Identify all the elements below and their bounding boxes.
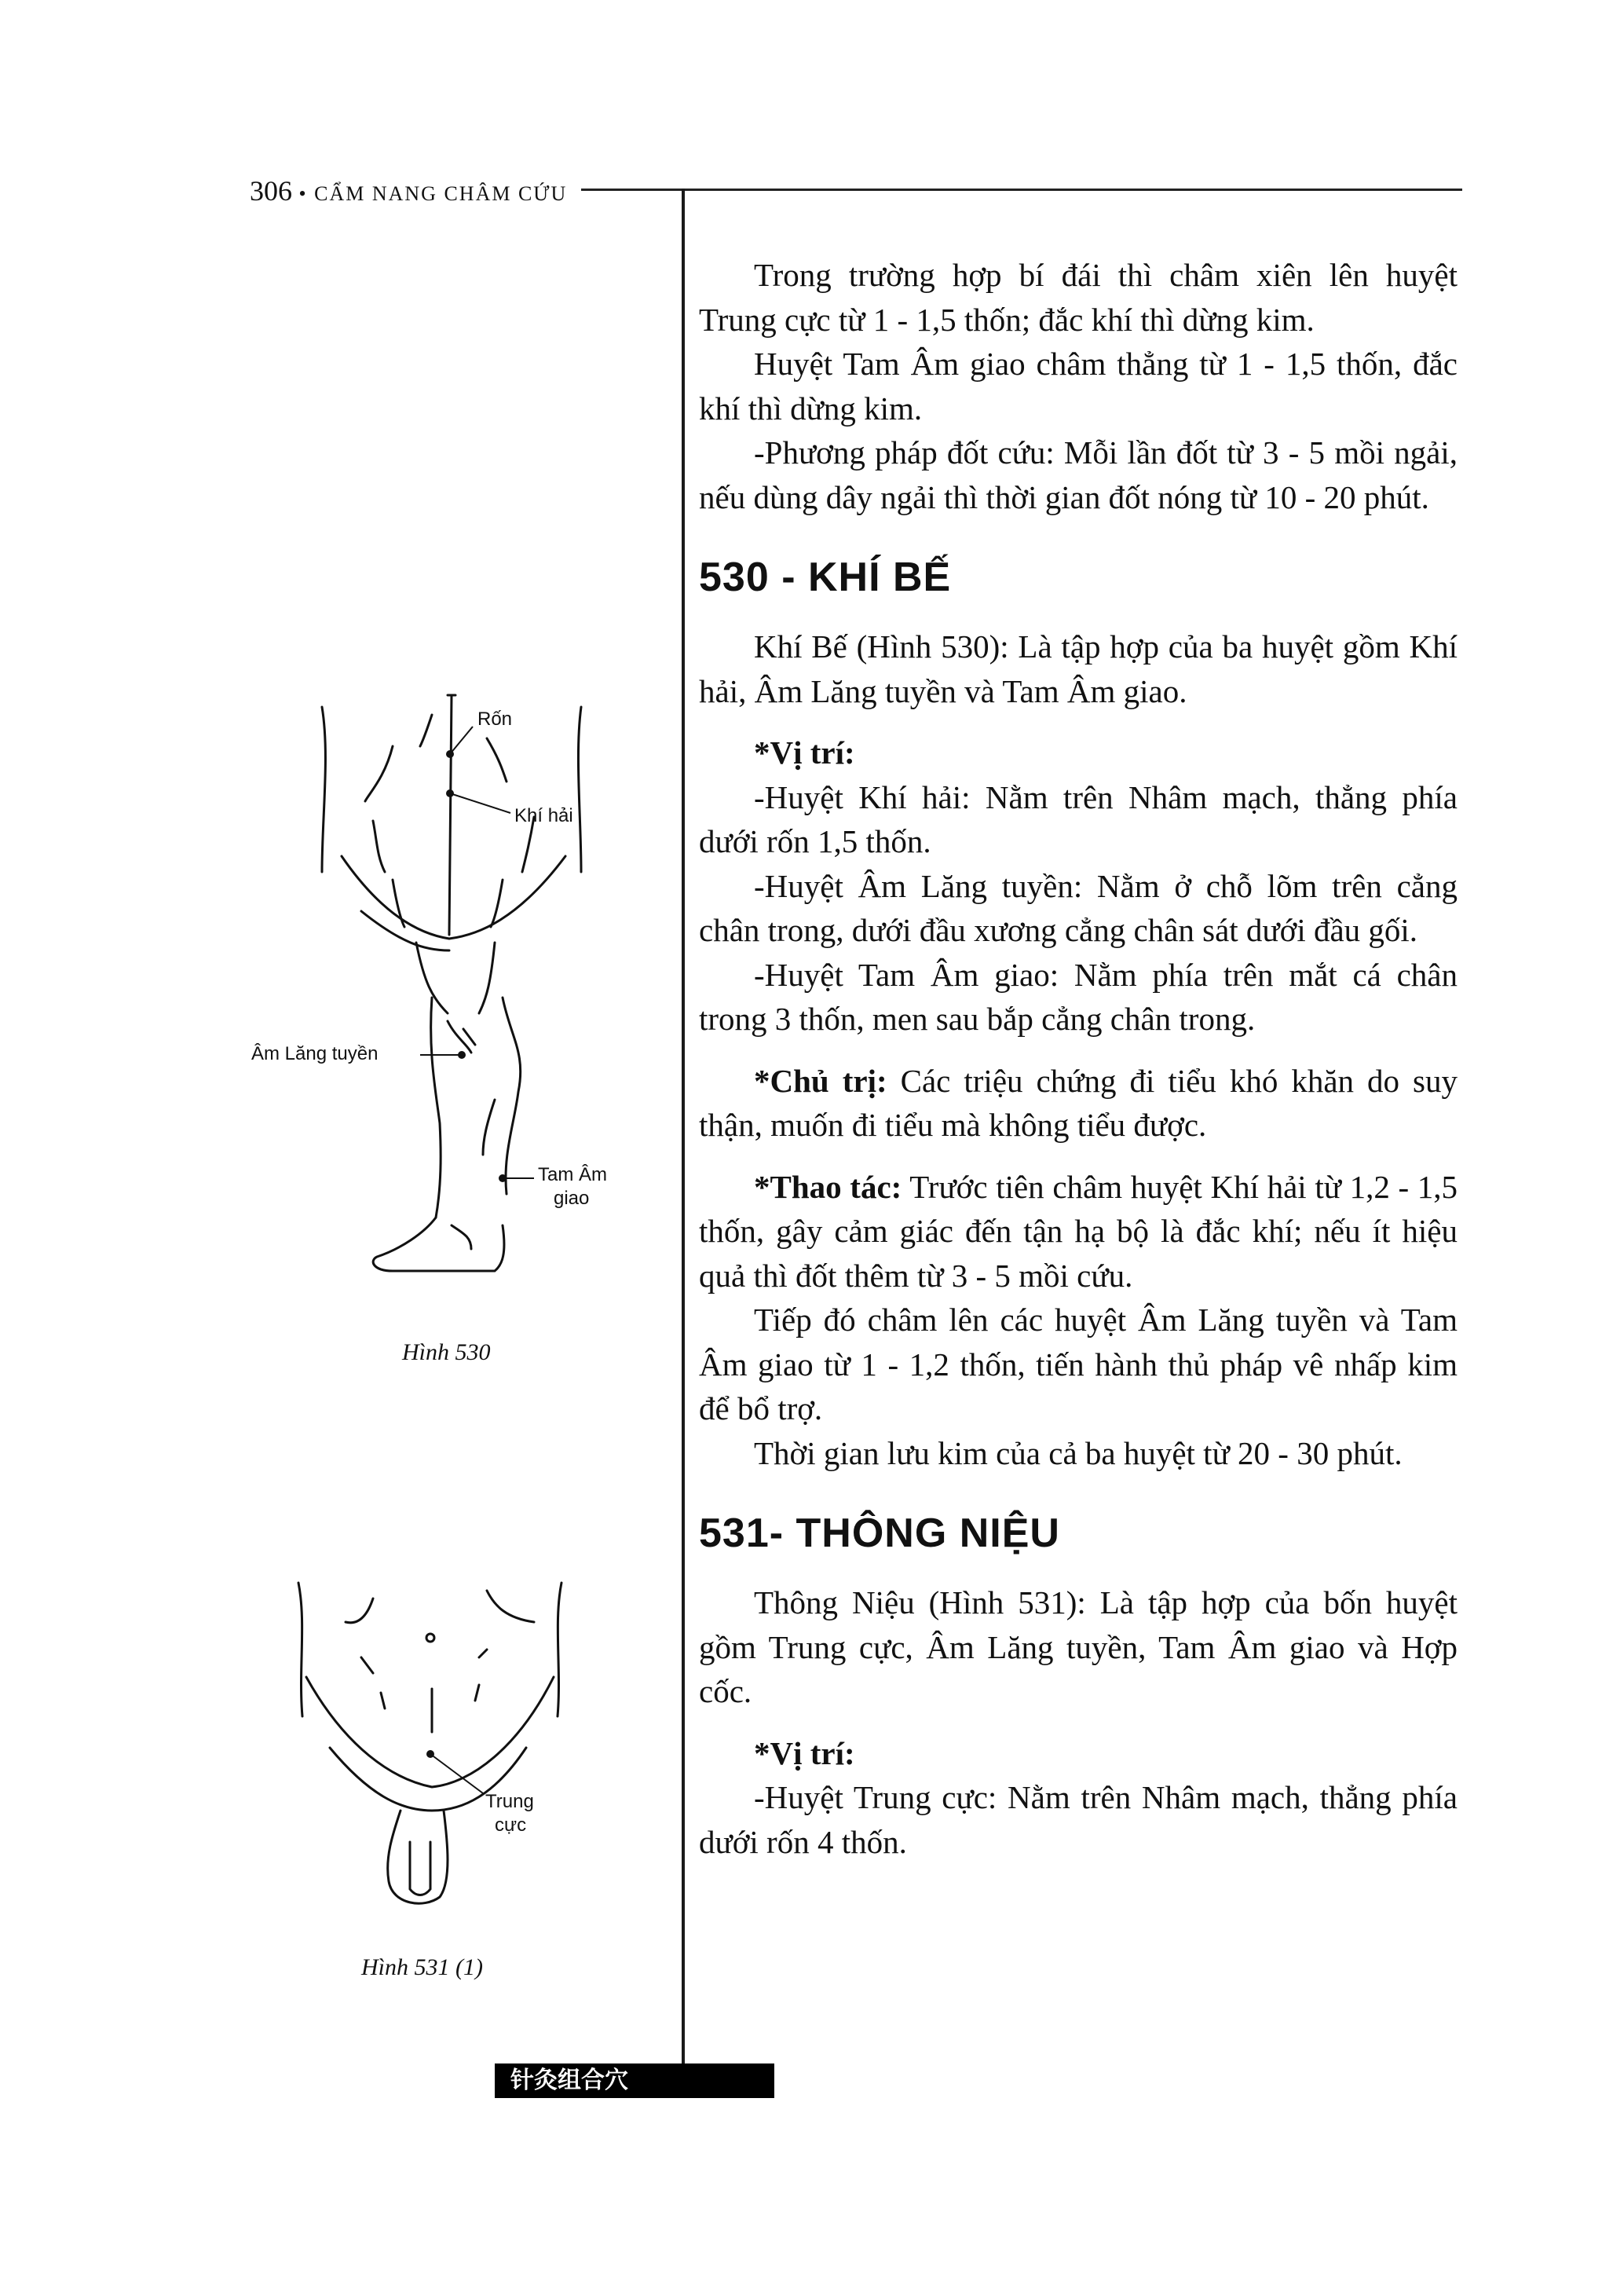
- label-cuc: cực: [495, 1814, 527, 1836]
- location-trung-cuc: -Huyệt Trung cực: Nằm trên Nhâm mạch, thẳng phía dưới rốn 4 thốn.: [699, 1779, 1458, 1860]
- continuation-paragraph-2: Huyệt Tam Âm giao châm thẳng từ 1 - 1,5 thốn, đắc khí thì dừng kim.: [699, 346, 1458, 427]
- figure-530-drawing: [267, 683, 644, 1327]
- section-530-procedure-2: Tiếp đó châm lên các huyệt Âm Lăng tuyền và Tam Âm giao từ 1 - 1,2 thốn, tiến hành thủ pháp vê nhấp kim để bổ trợ.: [699, 1302, 1458, 1426]
- section-530-procedure-3: Thời gian lưu kim của cả ba huyệt từ 20 - 30 phút.: [754, 1434, 1403, 1471]
- label-khi-hai: Khí hải: [514, 805, 573, 826]
- header-rule: [581, 189, 1462, 191]
- footer-chinese-title: 针灸组合穴: [495, 2063, 774, 2098]
- main-text-column: [699, 253, 1458, 1864]
- label-trung: Trung: [485, 1791, 534, 1812]
- section-530-location-label: *Vị trí:: [754, 734, 855, 771]
- running-title: CẨM NANG CHÂM CỨU: [314, 182, 568, 205]
- figure-531-caption: Hình 531 (1): [361, 1954, 483, 1980]
- continuation-paragraph-1: Trong trường hợp bí đái thì châm xiên lên huyệt Trung cực từ 1 - 1,5 thốn; đắc khí thì dừng kim.: [699, 257, 1458, 338]
- continuation-paragraph-3: -Phương pháp đốt cứu: Mỗi lần đốt từ 3 - 5 mồi ngải, nếu dùng dây ngải thì thời gian đốt nóng từ 10 - 20 phút.: [699, 434, 1458, 515]
- location-am-lang-tuyen: -Huyệt Âm Lăng tuyền: Nằm ở chỗ lõm trên cẳng chân trong, dưới đầu xương cẳng chân sát dưới đầu gối.: [699, 867, 1458, 948]
- column-divider: [682, 189, 685, 2066]
- section-530-heading: 530 - KHÍ BẾ: [699, 555, 952, 600]
- page-number: 306: [250, 175, 292, 207]
- section-530-procedure: *Thao tác: Trước tiên châm huyệt Khí hải từ 1,2 - 1,5 thốn, gây cảm giác đến tận hạ bộ là đắc khí; nếu ít hiệu quả thì đốt thêm từ 3 - 5 mồi cứu.: [699, 1168, 1458, 1294]
- figure-531-drawing: [283, 1575, 613, 1944]
- section-530-indication: *Chủ trị: Các triệu chứng đi tiểu khó khăn do suy thận, muốn đi tiểu mà không tiểu được.: [699, 1062, 1458, 1143]
- location-khi-hai: -Huyệt Khí hải: Nằm trên Nhâm mạch, thẳng phía dưới rốn 1,5 thốn.: [699, 778, 1458, 859]
- section-531-heading: 531- THÔNG NIỆU: [699, 1511, 1060, 1556]
- location-tam-am-giao: -Huyệt Tam Âm giao: Nằm phía trên mắt cá chân trong 3 thốn, men sau bắp cẳng chân trong.: [699, 956, 1458, 1037]
- label-navel: Rốn: [477, 709, 513, 730]
- running-header: 306 • CẨM NANG CHÂM CỨU: [250, 175, 568, 207]
- label-am-lang-tuyen: Âm Lăng tuyền: [251, 1043, 379, 1064]
- figure-530: [251, 683, 644, 1327]
- section-531-intro: Thông Niệu (Hình 531): Là tập hợp của bốn huyệt gồm Trung cực, Âm Lăng tuyền, Tam Âm giao và Hợp cốc.: [699, 1584, 1458, 1709]
- figure-531: [283, 1575, 613, 1944]
- figure-530-caption: Hình 530: [402, 1339, 491, 1365]
- section-531-location-label: *Vị trí:: [754, 1734, 855, 1771]
- label-tam-am-2: giao: [554, 1188, 590, 1209]
- label-tam-am-1: Tam Âm: [538, 1164, 608, 1185]
- section-530-intro: Khí Bế (Hình 530): Là tập hợp của ba huyệt gồm Khí hải, Âm Lăng tuyền và Tam Âm giao.: [699, 628, 1458, 709]
